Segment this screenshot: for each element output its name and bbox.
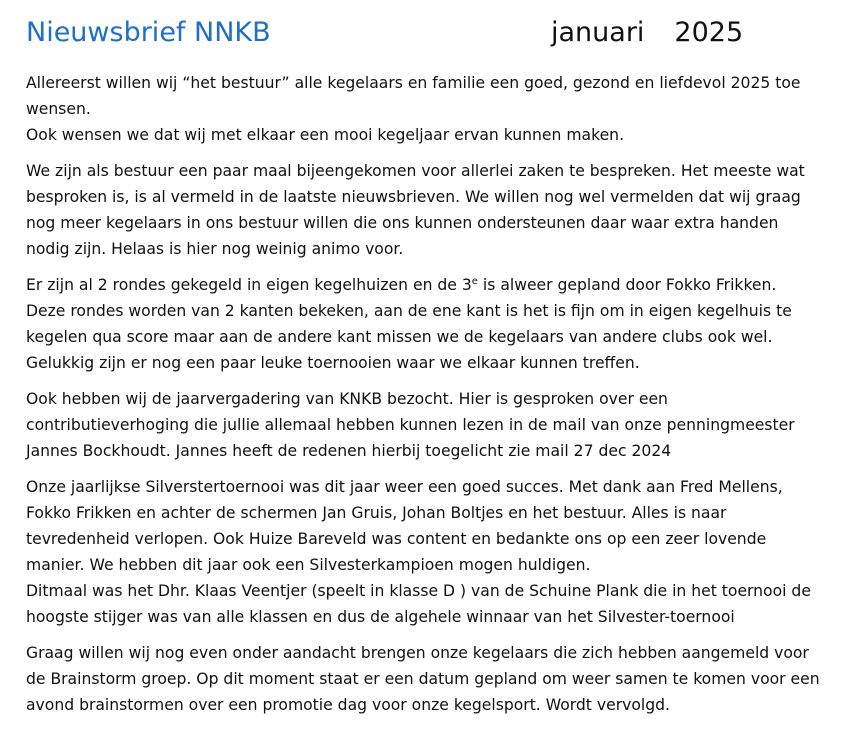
paragraph-line: nodig zijn. Helaas is hier nog weinig animo voor. — [26, 240, 404, 258]
paragraph-rounds — [26, 272, 838, 376]
newsletter-month: januari — [551, 17, 645, 48]
paragraph-board — [26, 158, 838, 262]
paragraph-line: contributieverhoging die jullie allemaal hebben kunnen lezen in de mail van onze penningmeester — [26, 416, 795, 434]
paragraph-line: de Brainstorm groep. Op dit moment staat er een datum gepland om weer samen te komen voor een — [26, 670, 820, 688]
paragraph-line: Ook hebben wij de jaarvergadering van KNKB bezocht. Hier is gesproken over een — [26, 390, 668, 408]
paragraph-line: hoogste stijger was van alle klassen en dus de algehele winnaar van het Silvester-toernooi — [26, 608, 735, 626]
paragraph-line — [26, 272, 838, 298]
paragraph-line: besproken is, is al vermeld in de laatste nieuwsbrieven. We willen nog wel vermelden dat wij graag — [26, 188, 801, 206]
ordinal-suffix: e — [471, 276, 478, 287]
paragraph-line: Graag willen wij nog even onder aandacht brengen onze kegelaars die zich hebben aangemeld voor — [26, 644, 809, 662]
newsletter-header — [26, 14, 826, 54]
newsletter-year: 2025 — [674, 17, 744, 48]
paragraph-line: Fokko Frikken en achter de schermen Jan Gruis, Johan Boltjes en het bestuur. Alles is naar — [26, 504, 727, 522]
paragraph-line: manier. We hebben dit jaar ook een Silvesterkampioen mogen huldigen. — [26, 556, 591, 574]
paragraph-line: tevredenheid verlopen. Ook Huize Bareveld was content en bedankte ons op een zeer lovende — [26, 530, 767, 548]
paragraph-line: Deze rondes worden van 2 kanten bekeken, aan de ene kant is het is fijn om in eigen kegelhuis te — [26, 302, 792, 320]
paragraph-line: Jannes Bockhoudt. Jannes heeft de redenen hierbij toegelicht zie mail 27 dec 2024 — [26, 442, 672, 460]
paragraph-greeting — [26, 70, 838, 148]
paragraph-line: Ook wensen we dat wij met elkaar een mooi kegeljaar ervan kunnen maken. — [26, 126, 625, 144]
paragraph-line: Gelukkig zijn er nog een paar leuke toernooien waar we elkaar kunnen treffen. — [26, 354, 640, 372]
paragraph-line: nog meer kegelaars in ons bestuur willen die ons kunnen ondersteunen daar waar extra handen — [26, 214, 779, 232]
rounds-text-after: is alweer gepland door Fokko Frikken. — [477, 276, 777, 294]
paragraph-meeting — [26, 386, 838, 464]
paragraph-line: We zijn als bestuur een paar maal bijeengekomen voor allerlei zaken te bespreken. Het meeste wat — [26, 162, 805, 180]
paragraph-line: avond brainstormen over een promotie dag voor onze kegelsport. Wordt vervolgd. — [26, 696, 670, 714]
paragraph-brainstorm — [26, 640, 838, 718]
paragraph-silvester — [26, 474, 838, 630]
newsletter-title: Nieuwsbrief NNKB — [26, 17, 271, 48]
rounds-text-before: Er zijn al 2 rondes gekegeld in eigen kegelhuizen en de 3 — [26, 276, 472, 294]
newsletter-body — [26, 70, 838, 728]
paragraph-line: Onze jaarlijkse Silverstertoernooi was dit jaar weer een goed succes. Met dank aan Fred Mellens, — [26, 478, 783, 496]
paragraph-line: kegelen qua score maar aan de andere kant missen we de kegelaars van andere clubs ook wel. — [26, 328, 773, 346]
paragraph-line: Allereerst willen wij “het bestuur” alle kegelaars en familie een goed, gezond en liefdevol 2025 toe — [26, 74, 801, 92]
newsletter-date — [551, 14, 743, 52]
paragraph-line: Ditmaal was het Dhr. Klaas Veentjer (speelt in klasse D ) van de Schuine Plank die in het toernooi de — [26, 582, 811, 600]
paragraph-line: wensen. — [26, 100, 91, 118]
